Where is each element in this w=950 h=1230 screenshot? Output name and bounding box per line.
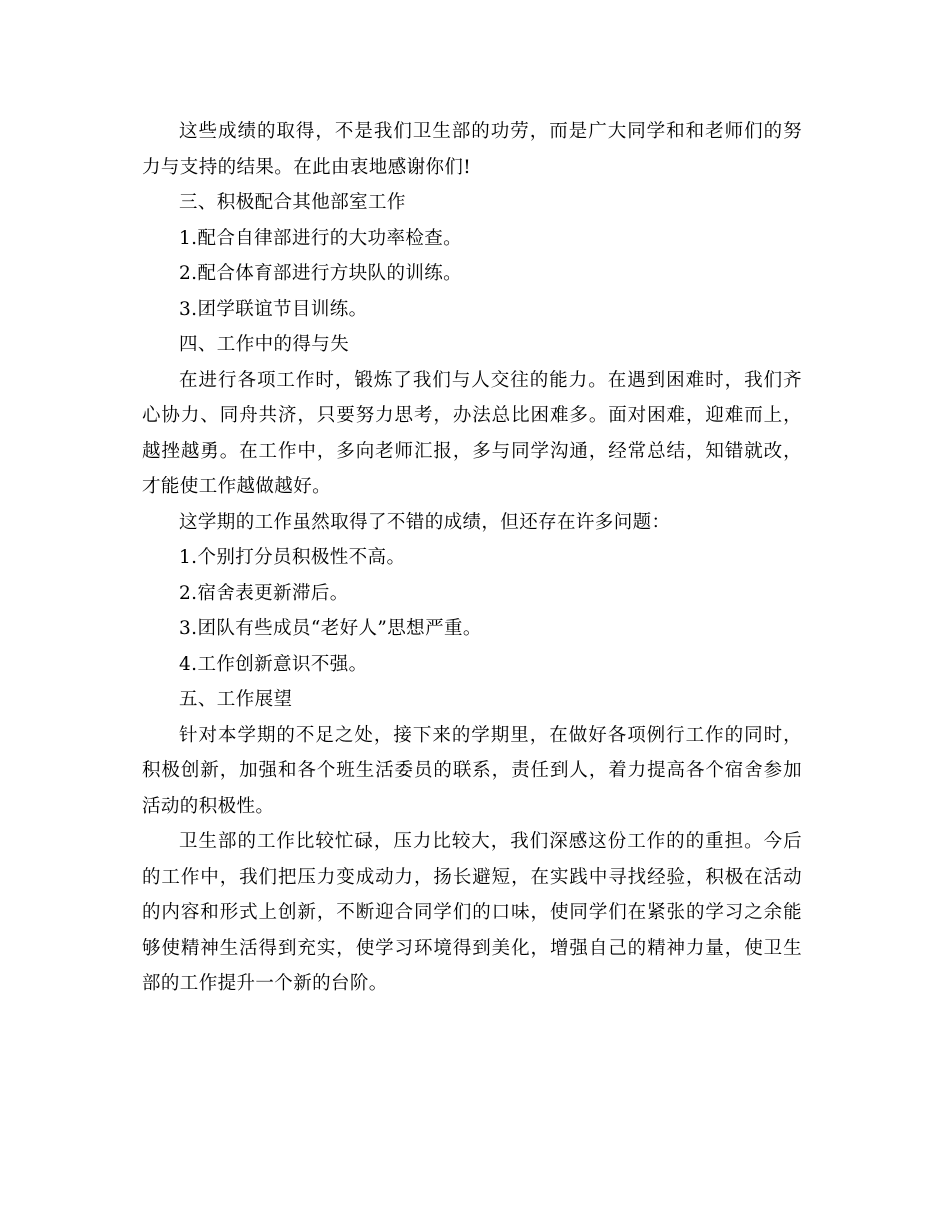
- list-item: 1.配合自律部进行的大功率检查。: [179, 227, 463, 249]
- section-heading-gains-losses: 四、工作中的得与失: [179, 334, 350, 355]
- paragraph-experience: 在进行各项工作时，锻炼了我们与人交往的能力。在遇到困难时，我们齐心协力、同舟共济，只要努力思考，办法总比困难多。面对困难，迎难而上，越挫越勇。在工作中，多向老师汇报，多与同学沟通，经常总结，知错就改，才能使工作越做越好。: [142, 369, 802, 497]
- list-item: 3.团学联谊节目训练。: [179, 298, 368, 320]
- paragraph-plan: 针对本学期的不足之处，接下来的学期里，在做好各项例行工作的同时，积极创新，加强和各个班生活委员的联系，责任到人，着力提高各个宿舍参加活动的积极性。: [142, 724, 802, 817]
- document-page: [142, 114, 802, 1002]
- list-item: 4.工作创新意识不强。: [179, 653, 368, 675]
- paragraph-conclusion: 卫生部的工作比较忙碌，压力比较大，我们深感这份工作的的重担。今后的工作中，我们把压力变成动力，扬长避短，在实践中寻找经验，积极在活动的内容和形式上创新，不断迎合同学们的口味，使同学们在紧张的学习之余能够使精神生活得到充实，使学习环境得到美化，增强自己的精神力量，使卫生部的工作提升一个新的台阶。: [142, 831, 802, 994]
- list-item: 2.宿舍表更新滞后。: [179, 582, 349, 604]
- list-item: 2.配合体育部进行方块队的训练。: [179, 263, 463, 284]
- list-item: 1.个别打分员积极性不高。: [179, 547, 406, 568]
- paragraph-problems-intro: 这学期的工作虽然取得了不错的成绩，但还存在许多问题：: [179, 511, 671, 533]
- paragraph-thanks: 这些成绩的取得，不是我们卫生部的功劳，而是广大同学和和老师们的努力与支持的结果。在此由衷地感谢你们!: [142, 121, 802, 178]
- section-heading-outlook: 五、工作展望: [179, 689, 293, 710]
- list-item: 3.团队有些成员“老好人”思想严重。: [179, 618, 482, 639]
- section-heading-cooperation: 三、积极配合其他部室工作: [179, 192, 406, 213]
